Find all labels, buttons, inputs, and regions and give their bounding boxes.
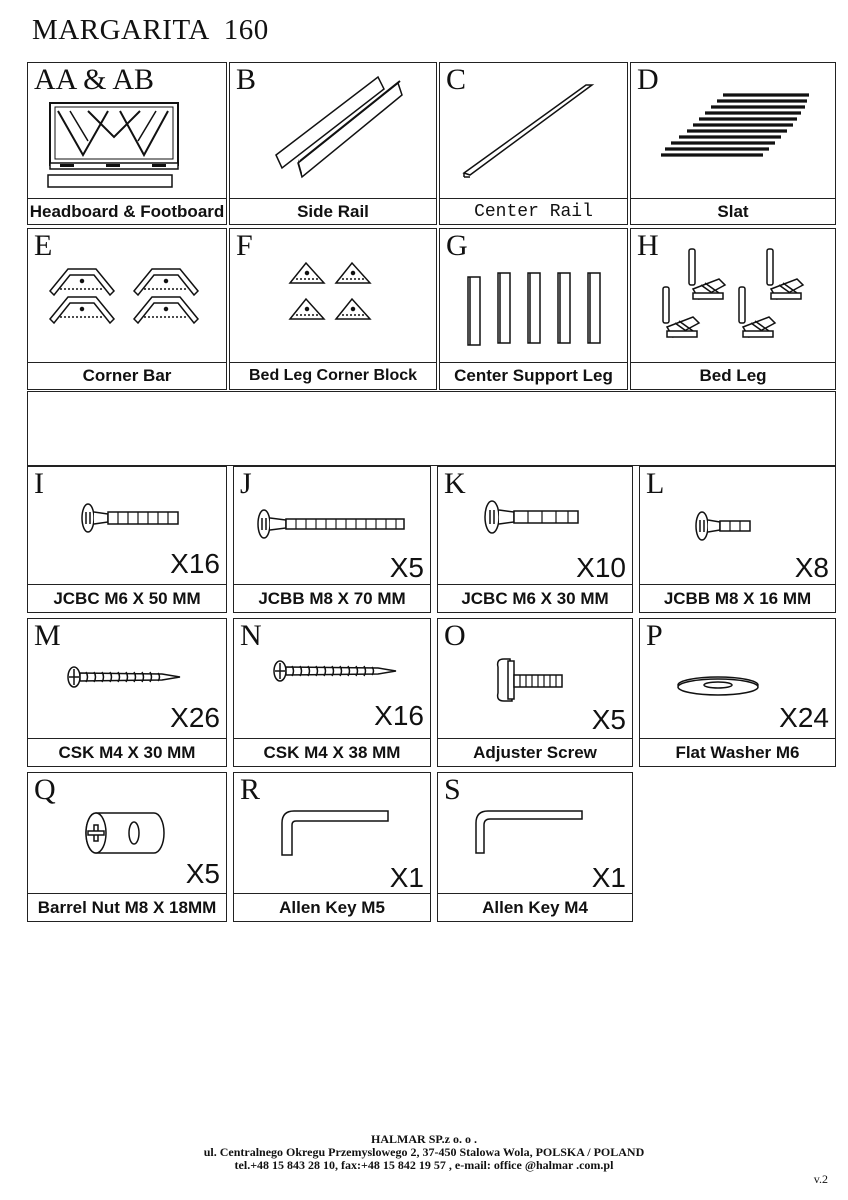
- hardware-quantity: X26: [170, 702, 220, 733]
- hardware-letter: J: [240, 467, 252, 500]
- hardware-letter: I: [34, 467, 44, 500]
- footer-address: ul. Centralnego Okregu Przemyslowego 2, 37-450 Stalowa Wola, POLSKA / POLAND: [203, 1145, 645, 1159]
- part-cell-e: [27, 228, 227, 363]
- hardware-quantity: X24: [779, 702, 829, 733]
- side-rail-illustration: [230, 63, 438, 200]
- part-label: Corner Bar: [27, 362, 227, 390]
- hardware-letter: R: [240, 773, 261, 806]
- hardware-label: Allen Key M4: [437, 893, 633, 922]
- hardware-label: JCBC M6 X 50 MM: [27, 584, 227, 613]
- part-label: Side Rail: [229, 198, 437, 225]
- hardware-cell-q: [27, 772, 227, 894]
- part-label: Slat: [630, 198, 836, 225]
- model-name: MARGARITA: [32, 14, 210, 46]
- part-letter: AA & AB: [34, 63, 155, 96]
- part-letter: E: [34, 229, 53, 262]
- part-cell-d: [630, 62, 836, 199]
- hardware-letter: O: [444, 619, 466, 652]
- hardware-quantity: X10: [576, 552, 626, 583]
- part-label: Bed Leg: [630, 362, 836, 390]
- hardware-label: CSK M4 X 30 MM: [27, 738, 227, 767]
- part-cell-c: [439, 62, 628, 199]
- hardware-quantity: X1: [591, 862, 626, 893]
- hardware-label: JCBB M8 X 70 MM: [233, 584, 431, 613]
- hardware-cell-r: [233, 772, 431, 894]
- hardware-letter: L: [646, 467, 665, 500]
- hardware-cell-m: [27, 618, 227, 739]
- hardware-quantity: X8: [794, 552, 829, 583]
- part-label: Bed Leg Corner Block: [229, 362, 437, 390]
- part-label: Center Support Leg: [439, 362, 628, 390]
- hardware-label: Flat Washer M6: [639, 738, 836, 767]
- hardware-cell-o: [437, 618, 633, 739]
- center-support-leg-illustration: [440, 229, 629, 364]
- hardware-label: Barrel Nut M8 X 18MM: [27, 893, 227, 922]
- hardware-letter: S: [444, 773, 461, 806]
- hardware-cell-s: [437, 772, 633, 894]
- hardware-label: Adjuster Screw: [437, 738, 633, 767]
- bed-leg-illustration: [631, 229, 837, 364]
- corner-block-illustration: [230, 229, 438, 364]
- footer-contact: tel.+48 15 843 28 10, fax:+48 15 842 19 57 , e-mail: office @halmar .com.pl: [234, 1158, 614, 1172]
- footer: [0, 1133, 848, 1172]
- hardware-quantity: X1: [389, 862, 424, 893]
- hardware-cell-l: [639, 466, 836, 585]
- part-label: Center Rail: [439, 198, 628, 225]
- headboard-illustration: [28, 63, 228, 200]
- hardware-letter: K: [444, 467, 466, 500]
- center-rail-illustration: [440, 63, 629, 200]
- part-letter: H: [637, 229, 659, 262]
- part-cell-aa-ab: [27, 62, 227, 199]
- part-letter: G: [446, 229, 468, 262]
- part-letter: B: [236, 63, 257, 96]
- slat-illustration: [631, 63, 837, 200]
- part-cell-f: [229, 228, 437, 363]
- spacer-band: [27, 391, 836, 466]
- hardware-cell-p: [639, 618, 836, 739]
- hardware-cell-k: [437, 466, 633, 585]
- part-cell-g: [439, 228, 628, 363]
- hardware-quantity: X5: [591, 704, 626, 735]
- part-letter: F: [236, 229, 253, 262]
- hardware-cell-n: [233, 618, 431, 739]
- part-cell-b: [229, 62, 437, 199]
- hardware-label: JCBC M6 X 30 MM: [437, 584, 633, 613]
- hardware-cell-i: [27, 466, 227, 585]
- hardware-label: Allen Key M5: [233, 893, 431, 922]
- hardware-label: CSK M4 X 38 MM: [233, 738, 431, 767]
- part-letter: D: [637, 63, 659, 96]
- hardware-quantity: X16: [374, 700, 424, 731]
- part-label: Headboard & Footboard: [27, 198, 227, 225]
- corner-bar-illustration: [28, 229, 228, 364]
- hardware-letter: M: [34, 619, 61, 652]
- part-cell-h: [630, 228, 836, 363]
- hardware-quantity: X16: [170, 548, 220, 579]
- hardware-quantity: X5: [389, 552, 424, 583]
- hardware-letter: Q: [34, 773, 56, 806]
- document-title: [32, 14, 269, 47]
- document-version: v.2: [813, 1172, 828, 1186]
- hardware-cell-j: [233, 466, 431, 585]
- hardware-letter: P: [646, 619, 663, 652]
- hardware-letter: N: [240, 619, 262, 652]
- model-size: 160: [223, 14, 269, 46]
- part-letter: C: [446, 63, 467, 96]
- footer-company: HALMAR SP.z o. o .: [371, 1132, 477, 1146]
- hardware-label: JCBB M8 X 16 MM: [639, 584, 836, 613]
- hardware-quantity: X5: [185, 858, 220, 889]
